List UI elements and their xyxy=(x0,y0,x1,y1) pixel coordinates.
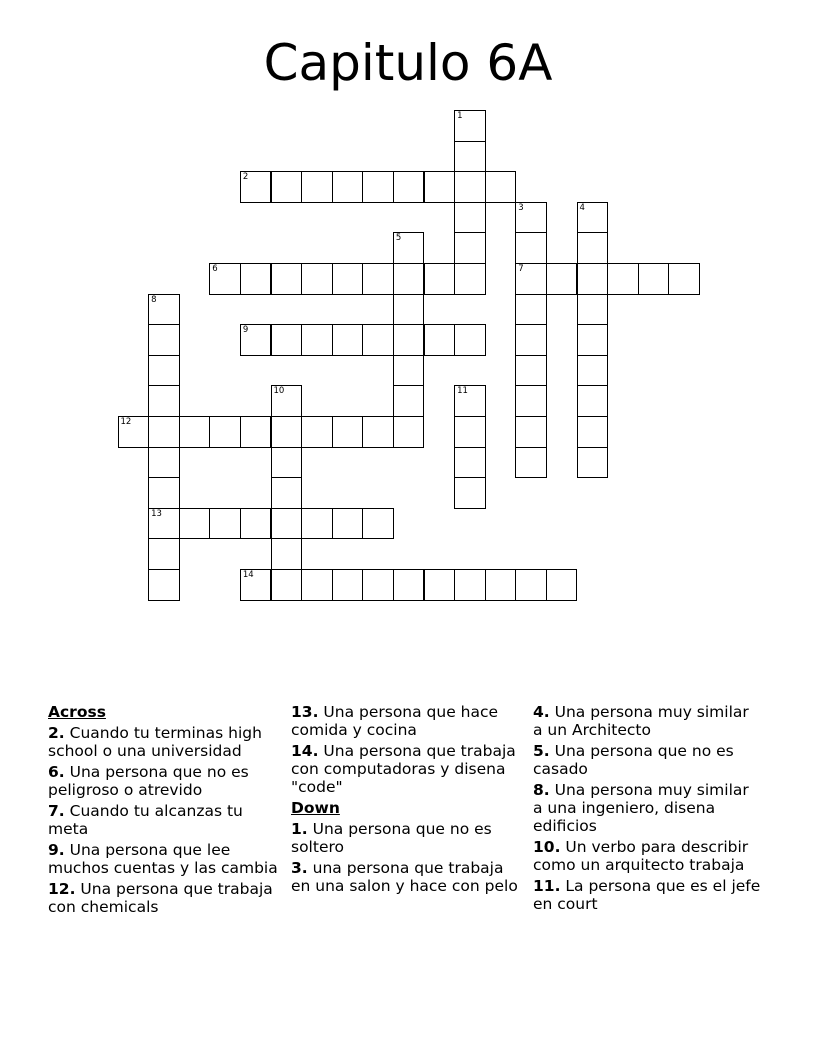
grid-cell[interactable] xyxy=(577,447,609,479)
grid-cell[interactable] xyxy=(393,416,425,448)
grid-cell[interactable] xyxy=(454,110,486,142)
grid-cell[interactable] xyxy=(393,171,425,203)
grid-cell[interactable] xyxy=(362,569,394,601)
grid-cell[interactable] xyxy=(454,141,486,173)
grid-cell[interactable] xyxy=(515,232,547,264)
grid-cell[interactable] xyxy=(454,477,486,509)
clue-number: 4 xyxy=(579,202,585,213)
grid-cell[interactable] xyxy=(515,355,547,387)
grid-cell[interactable] xyxy=(209,508,241,540)
grid-cell[interactable] xyxy=(638,263,670,295)
clue-number: 13 xyxy=(151,508,162,519)
clue-number: 7 xyxy=(518,264,524,274)
across-heading: Across xyxy=(48,703,106,721)
grid-cell[interactable] xyxy=(271,538,303,570)
across-clue-2: 2. Cuando tu terminas high school o una universidad xyxy=(48,724,262,760)
clue-number: 3 xyxy=(518,202,524,213)
grid-cell[interactable] xyxy=(393,263,425,295)
grid-cell[interactable] xyxy=(332,569,364,601)
grid-cell[interactable] xyxy=(485,569,517,601)
grid-cell[interactable] xyxy=(424,263,456,295)
grid-cell[interactable] xyxy=(332,171,364,203)
grid-cell[interactable] xyxy=(454,385,486,417)
across-clue-12: 12. Una persona que trabaja con chemicals xyxy=(48,880,273,916)
grid-cell[interactable] xyxy=(454,569,486,601)
grid-cell[interactable] xyxy=(577,263,609,295)
grid-cell[interactable] xyxy=(271,171,303,203)
grid-cell[interactable] xyxy=(148,447,180,479)
grid-cell[interactable] xyxy=(362,416,394,448)
down-heading: Down xyxy=(291,799,340,817)
grid-cell[interactable] xyxy=(271,385,303,417)
down-clue-3: 3. una persona que trabaja en una salon y hace con pelo xyxy=(291,859,518,895)
grid-cell[interactable] xyxy=(240,324,272,356)
grid-cell[interactable] xyxy=(454,447,486,479)
grid-cell[interactable] xyxy=(301,324,333,356)
grid-cell[interactable] xyxy=(485,171,517,203)
down-clue-8: 8. Una persona muy similar a una ingeniero, disena edificios xyxy=(533,781,749,835)
down-clue-5: 5. Una persona que no es casado xyxy=(533,742,734,778)
grid-cell[interactable] xyxy=(240,569,272,601)
grid-cell[interactable] xyxy=(515,416,547,448)
grid-cell[interactable] xyxy=(362,171,394,203)
grid-cell[interactable] xyxy=(454,202,486,234)
grid-cell[interactable] xyxy=(393,355,425,387)
across-clue-7: 7. Cuando tu alcanzas tu meta xyxy=(48,802,243,838)
grid-cell[interactable] xyxy=(454,232,486,264)
grid-cell[interactable] xyxy=(577,385,609,417)
grid-cell[interactable] xyxy=(240,508,272,540)
grid-cell[interactable] xyxy=(424,569,456,601)
grid-cell[interactable] xyxy=(577,232,609,264)
grid-cell[interactable] xyxy=(424,324,456,356)
across-clue-14: 14. Una persona que trabaja con computadoras y disena "code" xyxy=(291,742,516,796)
grid-cell[interactable] xyxy=(118,416,150,448)
grid-cell[interactable] xyxy=(301,508,333,540)
grid-cell[interactable] xyxy=(332,324,364,356)
grid-cell[interactable] xyxy=(271,324,303,356)
grid-cell[interactable] xyxy=(271,477,303,509)
grid-cell[interactable] xyxy=(271,263,303,295)
grid-cell[interactable] xyxy=(240,416,272,448)
across-clue-13: 13. Una persona que hace comida y cocina xyxy=(291,703,499,739)
grid-cell[interactable] xyxy=(393,324,425,356)
grid-cell[interactable] xyxy=(148,294,180,326)
grid-cell[interactable] xyxy=(179,508,211,540)
clue-number: 11 xyxy=(457,386,468,397)
grid-cell[interactable] xyxy=(424,171,456,203)
clue-column-2 xyxy=(291,703,521,898)
clue-column-1 xyxy=(48,703,278,919)
grid-cell[interactable] xyxy=(515,263,547,295)
down-clue-11: 11. La persona que es el jefe en court xyxy=(533,877,761,913)
grid-cell[interactable] xyxy=(148,416,180,448)
grid-cell[interactable] xyxy=(148,508,180,540)
grid-cell[interactable] xyxy=(271,569,303,601)
grid-cell[interactable] xyxy=(301,569,333,601)
grid-cell[interactable] xyxy=(209,416,241,448)
grid-cell[interactable] xyxy=(271,447,303,479)
clue-number: 5 xyxy=(395,233,402,244)
grid-cell[interactable] xyxy=(577,294,609,326)
grid-cell[interactable] xyxy=(515,324,547,356)
grid-cell[interactable] xyxy=(515,385,547,417)
grid-cell[interactable] xyxy=(148,477,180,509)
grid-cell[interactable] xyxy=(393,294,425,326)
grid-cell[interactable] xyxy=(393,232,425,264)
grid-cell[interactable] xyxy=(454,324,486,356)
across-clue-6: 6. Una persona que no es peligroso o atrevido xyxy=(48,763,249,799)
grid-cell[interactable] xyxy=(332,508,364,540)
grid-cell[interactable] xyxy=(301,171,333,203)
puzzle-title: Capitulo 6A xyxy=(263,34,553,92)
grid-cell[interactable] xyxy=(546,263,578,295)
down-clue-4: 4. Una persona muy similar a un Architecto xyxy=(533,703,749,739)
grid-cell[interactable] xyxy=(577,355,609,387)
clue-number: 8 xyxy=(151,294,157,305)
grid-cell[interactable] xyxy=(515,447,547,479)
grid-cell[interactable] xyxy=(454,263,486,295)
grid-cell[interactable] xyxy=(393,569,425,601)
grid-cell[interactable] xyxy=(148,538,180,570)
grid-cell[interactable] xyxy=(515,294,547,326)
clue-column-3 xyxy=(533,703,763,916)
clue-number: 12 xyxy=(120,417,132,427)
grid-cell[interactable] xyxy=(301,263,333,295)
grid-cell[interactable] xyxy=(271,508,303,540)
grid-cell[interactable] xyxy=(332,416,364,448)
grid-cell[interactable] xyxy=(209,263,241,295)
grid-cell[interactable] xyxy=(332,263,364,295)
down-clue-1: 1. Una persona que no es soltero xyxy=(291,820,492,856)
grid-cell[interactable] xyxy=(301,416,333,448)
grid-cell[interactable] xyxy=(179,416,211,448)
grid-cell[interactable] xyxy=(148,324,180,356)
grid-cell[interactable] xyxy=(148,385,180,417)
grid-cell[interactable] xyxy=(577,416,609,448)
down-clue-10: 10. Un verbo para describir como un arquitecto trabaja xyxy=(533,838,749,874)
across-clue-9: 9. Una persona que lee muchos cuentas y las cambia xyxy=(48,841,278,877)
clue-number: 14 xyxy=(242,570,254,580)
grid-cell[interactable] xyxy=(148,569,180,601)
grid-cell[interactable] xyxy=(515,202,547,234)
grid-cell[interactable] xyxy=(577,202,609,234)
clue-number: 10 xyxy=(273,386,285,397)
grid-cell[interactable] xyxy=(546,569,578,601)
clue-number: 2 xyxy=(242,172,249,183)
clue-number: 9 xyxy=(242,325,249,336)
grid-cell[interactable] xyxy=(240,171,272,203)
grid-cell[interactable] xyxy=(362,263,394,295)
clue-number: 6 xyxy=(212,264,218,274)
grid-cell[interactable] xyxy=(577,324,609,356)
clue-number: 1 xyxy=(457,111,463,121)
grid-cell[interactable] xyxy=(362,324,394,356)
grid-cell[interactable] xyxy=(393,385,425,417)
grid-cell[interactable] xyxy=(515,569,547,601)
grid-cell[interactable] xyxy=(240,263,272,295)
grid-cell[interactable] xyxy=(271,416,303,448)
grid-cell[interactable] xyxy=(362,508,394,540)
grid-cell[interactable] xyxy=(454,171,486,203)
grid-cell[interactable] xyxy=(148,355,180,387)
grid-cell[interactable] xyxy=(668,263,700,295)
grid-cell[interactable] xyxy=(454,416,486,448)
grid-cell[interactable] xyxy=(607,263,639,295)
